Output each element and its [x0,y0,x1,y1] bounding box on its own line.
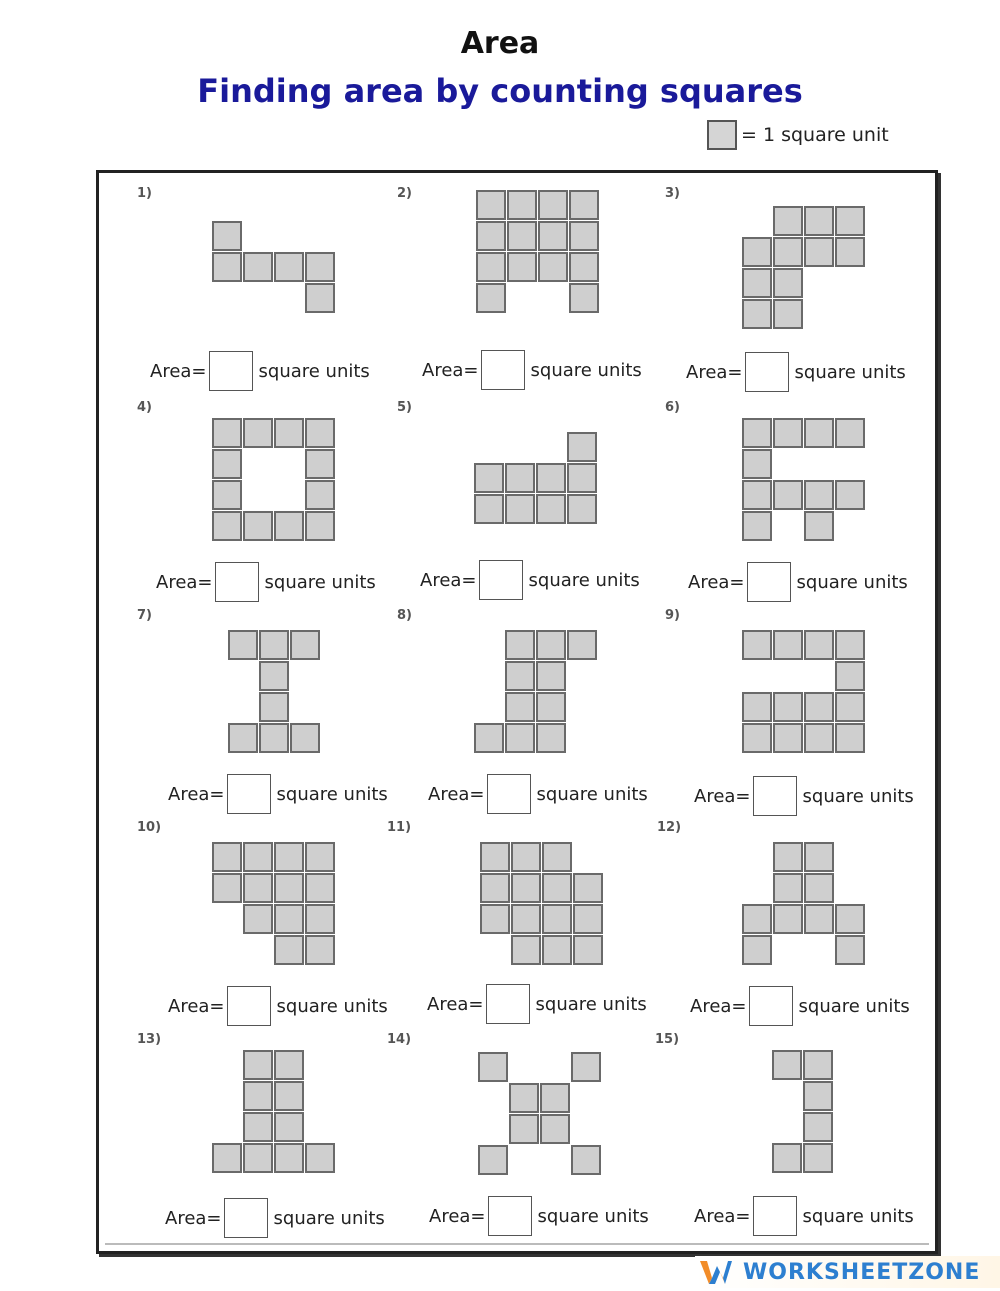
unit-square [835,206,865,236]
unit-square [542,935,572,965]
answer-row [156,562,376,602]
unit-square [478,1145,508,1175]
unit-square [505,692,535,722]
unit-square [773,480,803,510]
unit-square [773,842,803,872]
unit-square [274,1081,304,1111]
unit-square [505,494,535,524]
unit-square [742,268,772,298]
area-label: Area= [428,783,485,805]
area-label: Area= [690,995,747,1017]
unit-square [274,252,304,282]
answer-row [688,562,908,602]
unit-square [259,692,289,722]
unit-square [259,661,289,691]
area-answer-box[interactable] [487,774,531,814]
unit-square [835,723,865,753]
answer-row [690,986,910,1026]
legend [707,118,889,152]
unit-square [536,463,566,493]
unit-square [507,252,537,282]
unit-square [212,449,242,479]
unit-square [243,842,273,872]
unit-square [290,723,320,753]
unit-square [476,283,506,313]
unit-square [305,935,335,965]
unit-square [243,904,273,934]
problem-number: 3) [665,186,680,201]
unit-square [212,221,242,251]
units-label: square units [794,361,906,383]
unit-square [804,206,834,236]
area-label: Area= [422,359,479,381]
unit-square [742,237,772,267]
unit-square [212,1143,242,1173]
answer-row [165,1198,385,1238]
unit-square [573,904,603,934]
area-answer-box[interactable] [745,352,789,392]
unit-square [305,904,335,934]
problem-number: 13) [137,1032,162,1047]
unit-square [212,842,242,872]
unit-square [835,661,865,691]
unit-square [573,873,603,903]
unit-square [511,935,541,965]
unit-square [305,511,335,541]
unit-square [480,873,510,903]
unit-square [804,237,834,267]
units-label: square units [530,359,642,381]
unit-square [772,1050,802,1080]
unit-square [243,1143,273,1173]
unit-square [542,904,572,934]
area-label: Area= [156,571,213,593]
unit-square [478,1052,508,1082]
unit-square [212,873,242,903]
unit-square [742,630,772,660]
area-answer-box[interactable] [753,776,797,816]
area-answer-box[interactable] [481,350,525,390]
unit-square [773,206,803,236]
unit-square [773,630,803,660]
problem-number: 2) [397,186,412,201]
area-label: Area= [165,1207,222,1229]
unit-square [536,494,566,524]
area-answer-box[interactable] [747,562,791,602]
unit-square [474,494,504,524]
units-label: square units [264,571,376,593]
unit-square [742,299,772,329]
unit-square [569,252,599,282]
unit-square [773,873,803,903]
problem-number: 14) [387,1032,412,1047]
problem-number: 15) [655,1032,680,1047]
unit-square [228,723,258,753]
unit-square [538,190,568,220]
unit-square [567,463,597,493]
unit-square [305,873,335,903]
unit-square [274,1143,304,1173]
problem-number: 5) [397,400,412,415]
problem-number: 6) [665,400,680,415]
unit-square [474,463,504,493]
unit-square [259,630,289,660]
answer-row [428,774,648,814]
unit-square [476,221,506,251]
problem-number: 7) [137,608,152,623]
unit-square [505,723,535,753]
unit-square [474,723,504,753]
unit-square [569,190,599,220]
unit-square [274,418,304,448]
unit-square [773,418,803,448]
unit-square [804,630,834,660]
unit-square [804,842,834,872]
answer-row [422,350,642,390]
unit-square [835,692,865,722]
unit-square [773,237,803,267]
unit-square [773,692,803,722]
unit-square [804,418,834,448]
unit-square [542,873,572,903]
unit-square [835,935,865,965]
unit-square [567,494,597,524]
unit-square [243,418,273,448]
units-label: square units [258,360,370,382]
area-label: Area= [168,995,225,1017]
unit-square [773,723,803,753]
unit-square [243,873,273,903]
unit-square [803,1112,833,1142]
brand-name: WORKSHEETZONE [743,1259,981,1285]
answer-row [694,776,914,816]
unit-square [772,1143,802,1173]
area-label: Area= [686,361,743,383]
unit-square [511,873,541,903]
unit-square [243,511,273,541]
unit-square [538,221,568,251]
answer-row [429,1196,649,1236]
unit-square [228,630,258,660]
unit-square [835,904,865,934]
unit-square [507,190,537,220]
unit-square [305,842,335,872]
unit-square [274,842,304,872]
unit-square [212,511,242,541]
unit-square [569,221,599,251]
unit-square [259,723,289,753]
unit-square [511,842,541,872]
unit-square [571,1145,601,1175]
unit-square [803,1050,833,1080]
worksheet-subtitle: Finding area by counting squares [197,72,803,110]
unit-square [305,283,335,313]
unit-square [742,511,772,541]
unit-square [305,449,335,479]
unit-square [212,418,242,448]
answer-row [427,984,647,1024]
unit-square [509,1083,539,1113]
unit-square [542,842,572,872]
unit-square [742,935,772,965]
area-answer-box[interactable] [224,1198,268,1238]
area-label: Area= [168,783,225,805]
unit-square [305,252,335,282]
area-answer-box[interactable] [753,1196,797,1236]
units-label: square units [535,993,647,1015]
unit-square [243,1050,273,1080]
answer-row [686,352,906,392]
unit-square [773,904,803,934]
problem-number: 11) [387,820,412,835]
unit-square [742,418,772,448]
units-label: square units [528,569,640,591]
unit-square-icon [707,120,737,150]
unit-square [305,480,335,510]
unit-square [804,511,834,541]
unit-square [742,692,772,722]
legend-text: = 1 square unit [741,124,889,146]
problem-number: 1) [137,186,152,201]
unit-square [540,1114,570,1144]
area-answer-box[interactable] [209,351,253,391]
unit-square [274,935,304,965]
answer-row [694,1196,914,1236]
answer-row [420,560,640,600]
unit-square [804,904,834,934]
units-label: square units [537,1205,649,1227]
unit-square [505,661,535,691]
unit-square [212,252,242,282]
answer-row [168,986,388,1026]
panel-divider [105,1243,929,1245]
units-label: square units [276,783,388,805]
area-label: Area= [694,785,751,807]
unit-square [536,661,566,691]
unit-square [274,1112,304,1142]
unit-square [480,904,510,934]
unit-square [567,432,597,462]
unit-square [804,723,834,753]
unit-square [274,1050,304,1080]
unit-square [803,1143,833,1173]
unit-square [305,418,335,448]
unit-square [540,1083,570,1113]
unit-square [835,237,865,267]
worksheet-title: Area [460,26,540,61]
area-label: Area= [420,569,477,591]
problem-number: 9) [665,608,680,623]
unit-square [538,252,568,282]
unit-square [476,190,506,220]
unit-square [804,873,834,903]
unit-square [536,723,566,753]
unit-square [507,221,537,251]
unit-square [305,1143,335,1173]
area-answer-box[interactable] [215,562,259,602]
problem-number: 12) [657,820,682,835]
unit-square [274,904,304,934]
unit-square [243,1081,273,1111]
unit-square [290,630,320,660]
unit-square [804,692,834,722]
units-label: square units [798,995,910,1017]
unit-square [243,1112,273,1142]
area-answer-box[interactable] [479,560,523,600]
unit-square [742,480,772,510]
unit-square [480,842,510,872]
problem-number: 4) [137,400,152,415]
unit-square [803,1081,833,1111]
unit-square [509,1114,539,1144]
unit-square [536,630,566,660]
unit-square [567,630,597,660]
unit-square [742,904,772,934]
area-answer-box[interactable] [486,984,530,1024]
area-label: Area= [688,571,745,593]
worksheetzone-logo-icon [699,1258,733,1286]
unit-square [274,873,304,903]
unit-square [569,283,599,313]
area-label: Area= [429,1205,486,1227]
area-answer-box[interactable] [749,986,793,1026]
area-label: Area= [150,360,207,382]
units-label: square units [802,785,914,807]
area-answer-box[interactable] [488,1196,532,1236]
area-label: Area= [694,1205,751,1227]
unit-square [476,252,506,282]
area-label: Area= [427,993,484,1015]
problem-number: 8) [397,608,412,623]
unit-square [835,480,865,510]
brand-footer [695,1256,1000,1288]
area-answer-box[interactable] [227,986,271,1026]
unit-square [212,480,242,510]
unit-square [243,252,273,282]
unit-square [742,723,772,753]
unit-square [835,418,865,448]
units-label: square units [802,1205,914,1227]
unit-square [511,904,541,934]
unit-square [505,463,535,493]
units-label: square units [273,1207,385,1229]
area-answer-box[interactable] [227,774,271,814]
unit-square [505,630,535,660]
units-label: square units [796,571,908,593]
unit-square [742,449,772,479]
unit-square [773,299,803,329]
unit-square [274,511,304,541]
problem-number: 10) [137,820,162,835]
units-label: square units [536,783,648,805]
unit-square [773,268,803,298]
units-label: square units [276,995,388,1017]
answer-row [150,351,370,391]
unit-square [573,935,603,965]
unit-square [571,1052,601,1082]
answer-row [168,774,388,814]
unit-square [835,630,865,660]
unit-square [804,480,834,510]
unit-square [536,692,566,722]
